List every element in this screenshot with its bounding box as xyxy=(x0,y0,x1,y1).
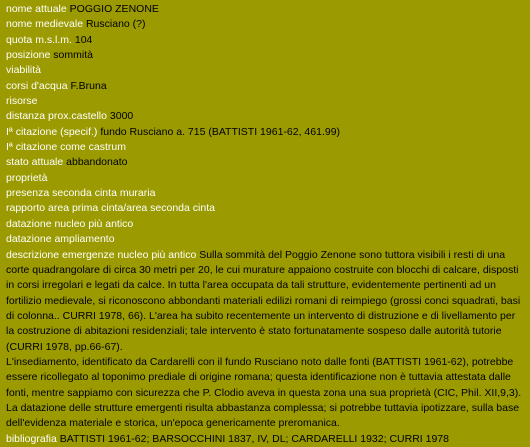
field-viabilita xyxy=(6,63,526,78)
field-label: risorse xyxy=(6,95,38,108)
field-datazione-ampliamento xyxy=(6,232,526,247)
field-posizione xyxy=(6,48,526,63)
field-distanza xyxy=(6,109,526,124)
field-prima-citazione xyxy=(6,125,526,140)
field-label: nome attuale xyxy=(6,3,67,15)
field-value: 3000 xyxy=(109,110,134,123)
field-value: sommità xyxy=(53,49,93,62)
field-bibliografia xyxy=(6,432,526,447)
field-label: stato attuale xyxy=(6,156,64,169)
field-quota xyxy=(6,33,526,48)
field-label: rapporto area prima cinta/area seconda cinta xyxy=(6,202,215,215)
castle-record xyxy=(6,2,526,447)
field-label: Iª citazione (specif.) xyxy=(6,125,98,138)
description-paragraph-3: La datazione delle strutture emergenti risulta abbastanza complessa; si potrebbe tuttavia ipotizzare, sulla base dell'evidenza materiale e storica, un'epoca genericamente preromanica. xyxy=(6,401,520,430)
bibliography-value: BATTISTI 1961-62; BARSOCCHINI 1837, IV, DL; CARDARELLI 1932; CURRI 1978 xyxy=(59,432,449,445)
field-rapporto-area xyxy=(6,201,526,216)
field-corsi-acqua xyxy=(6,79,526,94)
field-nome-medievale xyxy=(6,17,526,32)
field-value: abbandonato xyxy=(66,156,128,169)
description-label: descrizione emergenze nucleo più antico xyxy=(6,248,197,261)
field-risorse xyxy=(6,94,526,109)
field-label: proprietà xyxy=(6,171,48,184)
field-label: nome medievale xyxy=(6,18,84,31)
field-label: corsi d'acqua xyxy=(6,79,68,92)
field-label: quota m.s.l.m. xyxy=(6,33,72,46)
field-label: distanza prox.castello xyxy=(6,110,107,123)
field-citazione-castrum xyxy=(6,140,526,155)
field-label: datazione nucleo più antico xyxy=(6,217,134,230)
field-label: viabilità xyxy=(6,64,42,77)
field-label: posizione xyxy=(6,49,51,62)
field-value: POGGIO ZENONE xyxy=(69,3,159,15)
field-label: presenza seconda cinta muraria xyxy=(6,187,156,200)
field-nome-attuale xyxy=(6,2,526,17)
bibliography-label: bibliografia xyxy=(6,432,57,445)
field-value: fundo Rusciano a. 715 (BATTISTI 1961-62, 461.99) xyxy=(100,125,341,138)
description-paragraph-2: L'insediamento, identificato da Cardarelli con il fundo Rusciano noto dalle fonti (BATTISTI 1961-62), potrebbe essere ricollegato al toponimo prediale di origine romana; questa identificazione non è tuttavia attestata dalle fonti, mentre sappiamo con sicurezza che P. Clodio aveva in questa zona una sua proprietà (CIC, Phil. XII,9,3). xyxy=(6,355,522,399)
field-stato-attuale xyxy=(6,155,526,170)
field-descrizione xyxy=(6,248,526,355)
field-datazione-nucleo xyxy=(6,217,526,232)
field-value: Rusciano (?) xyxy=(85,18,146,31)
description-paragraph-1: Sulla sommità del Poggio Zenone sono tuttora visibili i resti di una corte quadrangolare di circa 30 metri per 20, le cui murature appaiono costruite con blocchi di calcare, disposti in corsi irregolari e legati da calce. In tutta l'area occupata da tali strutture, evidentemente pertinenti ad un fortilizio medievale, si riconoscono abbondanti materiali edilizi romani di reimpiego (grossi conci squadrati, basi di colonna.. CURRI 1978, 66). L'area ha subito recentemente un intervento di distruzione e di livellamento per la costruzione di abitazioni residenziali; tale intervento è stato fortunatamente sospeso dalle autorità tutorie (CURRI 1978, pp.66-67). xyxy=(6,248,521,353)
field-proprieta xyxy=(6,171,526,186)
field-value: F.Bruna xyxy=(70,79,107,92)
field-seconda-cinta xyxy=(6,186,526,201)
field-label: datazione ampliamento xyxy=(6,233,115,246)
field-label: Iª citazione come castrum xyxy=(6,141,127,154)
field-value: 104 xyxy=(74,33,93,46)
